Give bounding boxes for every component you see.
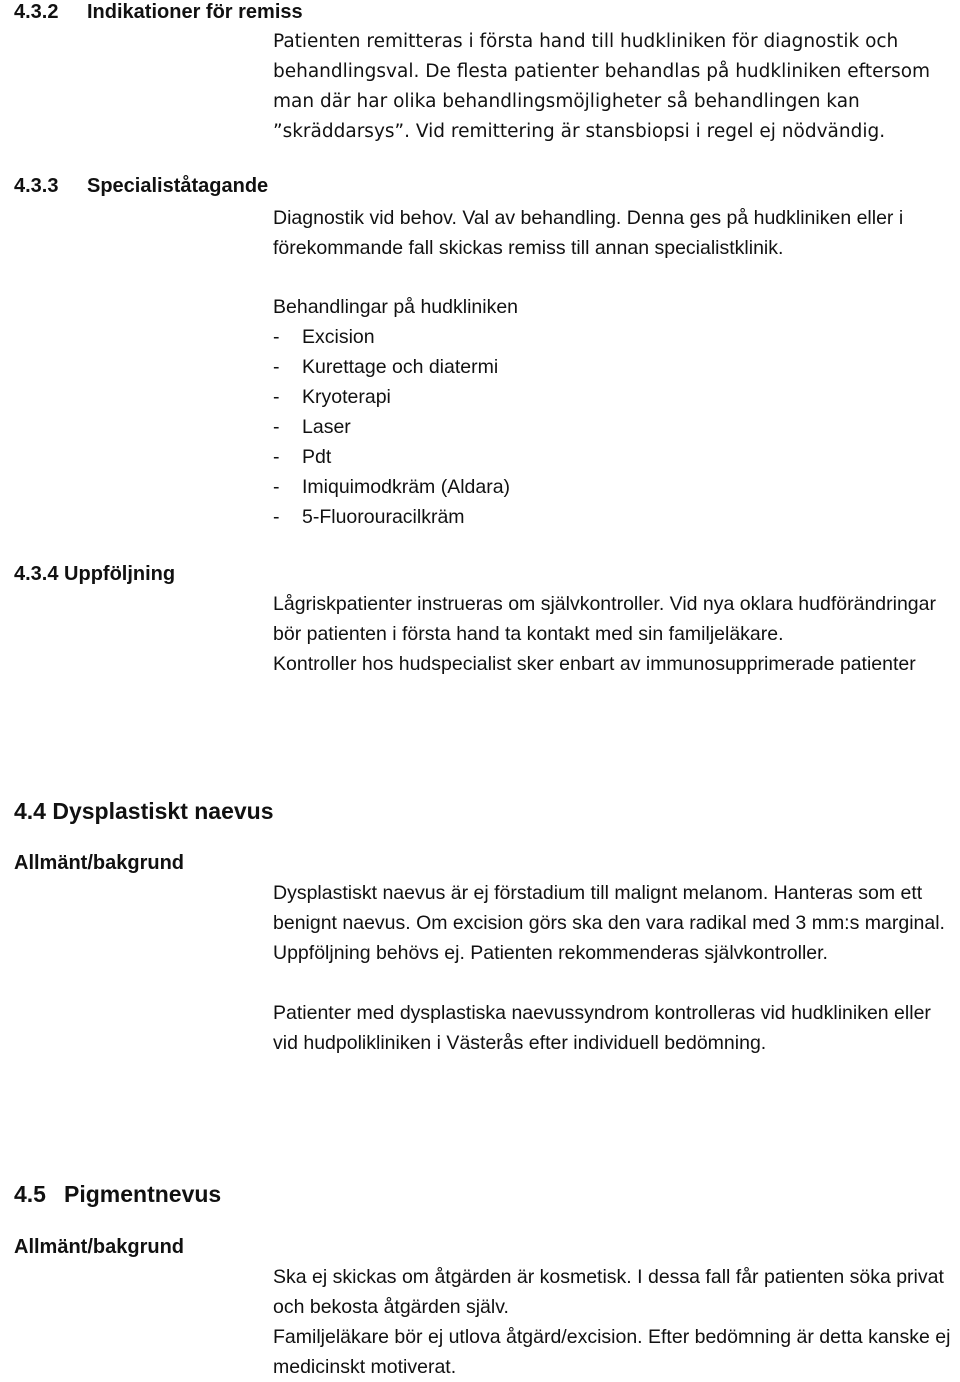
paragraph: Dysplastiskt naevus är ej förstadium till malignt melanom. Hanteras som ett benignt naevus. Om excision görs ska den vara radikal med 3 mm:s marginal. Uppföljning behövs ej. Patienten rekommenderas självkontroller.: [273, 882, 945, 964]
paragraph: Ska ej skickas om åtgärden är kosmetisk. I dessa fall får patienten söka privat och bekosta åtgärden själv.: [273, 1266, 944, 1318]
list-item: - 5-Fluorouracilkräm: [273, 502, 957, 532]
section-number: 4.5: [14, 1181, 46, 1207]
subheading-background: Allmänt/bakgrund: [14, 852, 185, 874]
list-item: - Kurettage och diatermi: [273, 352, 957, 382]
section-4-5-text: [273, 1262, 957, 1382]
treatment-list: [273, 322, 957, 532]
section-title: Indikationer för remiss: [87, 1, 303, 23]
section-number: 4.3.3: [14, 175, 59, 197]
section-heading-4-3-4: 4.3.4 Uppföljning: [14, 563, 176, 585]
section-heading-4-3-3: [14, 174, 268, 198]
paragraph: Lågriskpatienter instrueras om självkontroller. Vid nya oklara hudförändringar bör patienten i första hand ta kontakt med sin familjeläkare.: [273, 593, 936, 645]
section-heading-4-5: [14, 1180, 221, 1208]
paragraph: Kontroller hos hudspecialist sker enbart av immunosupprimerade patienter: [273, 653, 916, 675]
paragraph: Patienter med dysplastiska naevussyndrom kontrolleras vid hudkliniken eller vid hudpolikliniken i Västerås efter individuell bedömning.: [273, 1002, 931, 1054]
section-4-3-3-text: Diagnostik vid behov. Val av behandling. Denna ges på hudkliniken eller i förekommande fall skickas remiss till annan specialistklinik.: [273, 207, 904, 259]
list-item: - Excision: [273, 322, 957, 352]
treatment-list-block: [273, 292, 957, 532]
paragraph: Familjeläkare bör ej utlova åtgärd/excision. Efter bedömning är detta kanske ej medicinskt motiverat.: [273, 1326, 951, 1378]
section-title: Specialiståtagande: [87, 175, 269, 197]
subheading-background: Allmänt/bakgrund: [14, 1236, 185, 1258]
section-number: 4.3.2: [14, 1, 59, 23]
list-item: - Pdt: [273, 442, 957, 472]
section-heading-4-4: 4.4 Dysplastiskt naevus: [14, 798, 274, 824]
treatment-list-title: Behandlingar på hudkliniken: [273, 296, 519, 318]
section-4-3-2-text: Patienten remitteras i första hand till hudkliniken för diagnostik och behandlingsval. De flesta patienter behandlas på hudkliniken eftersom man där har olika behandlingsmöjligheter så behandlingen kan ”skräddarsys”. Vid remittering är stansbiopsi i regel ej nödvändig.: [273, 31, 931, 142]
list-item: - Imiquimodkräm (Aldara): [273, 472, 957, 502]
section-4-3-4-text: [273, 589, 957, 679]
list-item: - Laser: [273, 412, 957, 442]
list-item: - Kryoterapi: [273, 382, 957, 412]
section-4-4-text: [273, 878, 957, 1058]
section-heading-4-3-2: [14, 0, 303, 24]
section-title: Pigmentnevus: [64, 1181, 222, 1207]
